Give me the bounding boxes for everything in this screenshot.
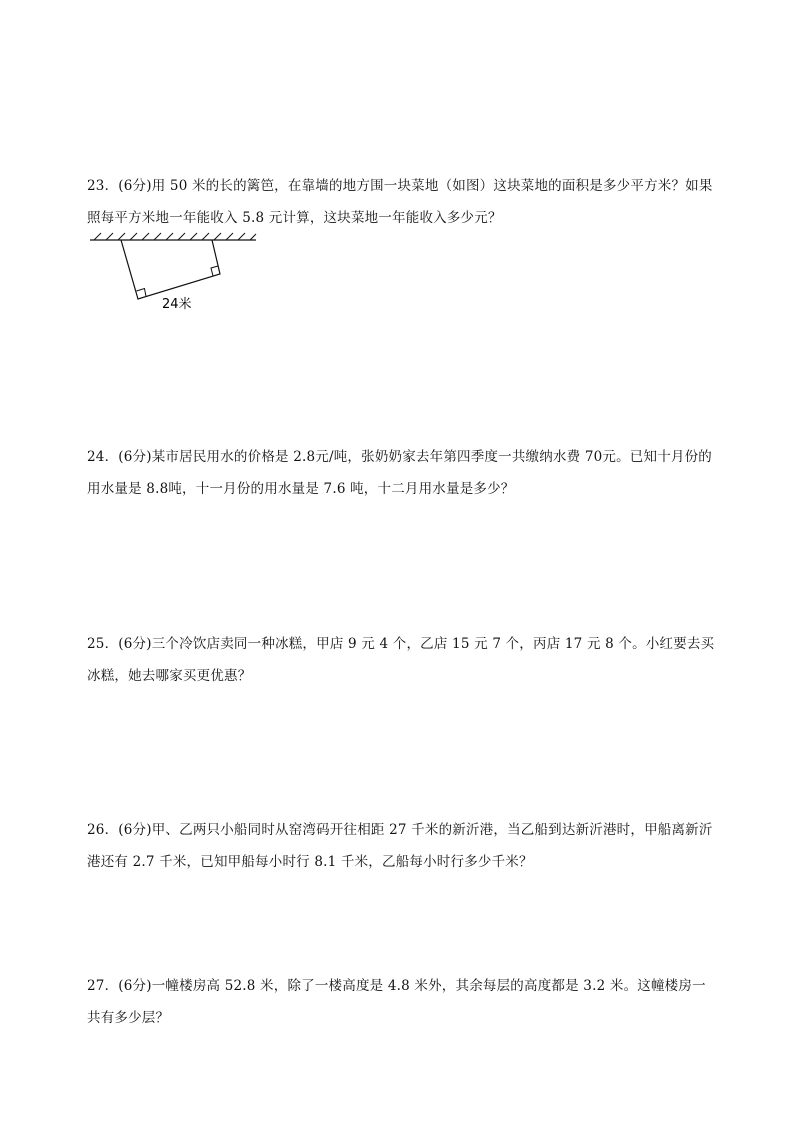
- vegetable-plot-figure: [88, 232, 260, 314]
- fence-outline: [121, 240, 220, 299]
- bottom-side-label: 24米: [162, 297, 192, 312]
- problem-number: 25．: [87, 636, 119, 652]
- problem-24: [87, 441, 717, 505]
- problem-23-text: [87, 170, 717, 234]
- problem-26: [87, 814, 717, 878]
- problem-score: (6分): [118, 449, 152, 465]
- problem-number: 27．: [87, 978, 119, 994]
- problem-score: (6分): [118, 178, 152, 194]
- problem-25-text: [87, 628, 717, 692]
- problem-27-text: [87, 970, 717, 1034]
- problem-number: 26．: [87, 822, 119, 838]
- problem-25: [87, 628, 717, 692]
- problem-body: 甲、乙两只小船同时从窑湾码开往相距 27 千米的新沂港，当乙船到达新沂港时，甲船离新沂港还有 2.7 千米，已知甲船每小时行 8.1 千米，乙船每小时行多少千米？: [87, 822, 713, 870]
- problem-body: 某市居民用水的价格是 2.8元/吨，张奶奶家去年第四季度一共缴纳水费 70元。已知十月份的用水量是 8.8吨，十一月份的用水量是 7.6 吨，十二月用水量是多少？: [87, 449, 712, 497]
- problem-24-text: [87, 441, 717, 505]
- problem-score: (6分): [118, 978, 152, 994]
- right-angle-mark-left: [137, 289, 147, 297]
- wall-hatching: [94, 233, 256, 240]
- problem-27: [87, 970, 717, 1034]
- problem-body: 一幢楼房高 52.8 米，除了一楼高度是 4.8 米外，其余每层的高度都是 3.2 米。这幢楼房一共有多少层？: [87, 978, 706, 1026]
- problem-body: 三个冷饮店卖同一种冰糕，甲店 9 元 4 个，乙店 15 元 7 个，丙店 17 元 8 个。小红要去买冰糕，她去哪家买更优惠？: [87, 636, 715, 684]
- problem-score: (6分): [118, 822, 152, 838]
- problem-body: 用 50 米的长的篱笆，在靠墙的地方围一块菜地（如图）这块菜地的面积是多少平方米？如果照每平方米地一年能收入 5.8 元计算，这块菜地一年能收入多少元？: [87, 178, 713, 226]
- problem-number: 23．: [87, 178, 119, 194]
- vegetable-plot-diagram: [88, 232, 260, 314]
- problem-number: 24．: [87, 449, 119, 465]
- problem-23: [87, 170, 717, 234]
- problem-26-text: [87, 814, 717, 878]
- problem-score: (6分): [118, 636, 152, 652]
